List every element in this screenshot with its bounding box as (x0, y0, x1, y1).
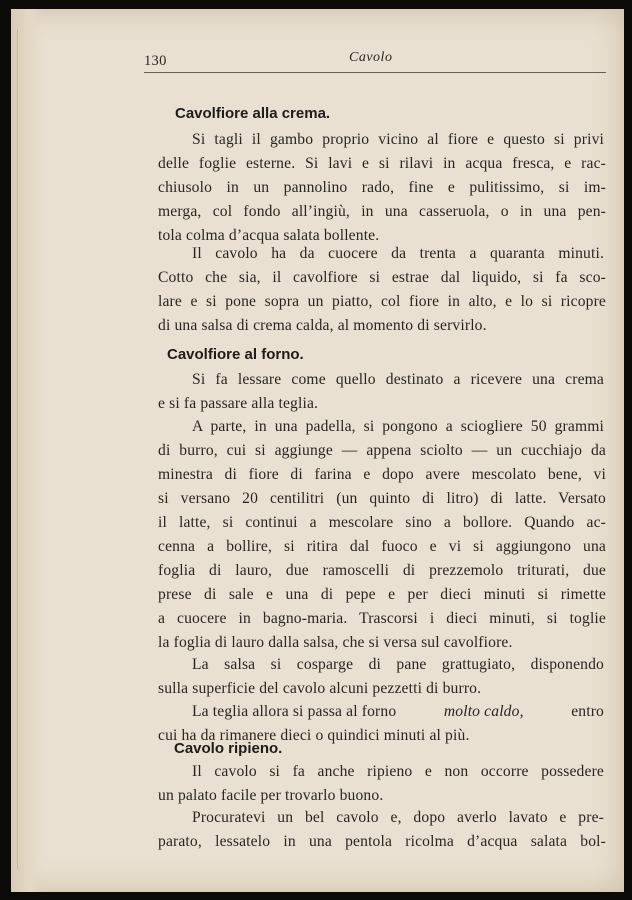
text-line: Si fa lessare come quello destinato a ricevere una crema (192, 371, 604, 388)
text-line: A parte, in una padella, si pongono a sciogliere 50 grammi (192, 418, 604, 435)
text-line: di burro, cui si aggiunge — appena sciolto — un cucchiajo da (158, 442, 606, 459)
text-line: di una salsa di crema calda, al momento di servirlo. (158, 317, 487, 334)
text-line: delle foglie esterne. Si lavi e si rilavi in acqua fresca, e rac- (158, 155, 606, 172)
text-line: tola colma d’acqua salata bollente. (158, 227, 380, 244)
text-line: minestra di fiore di farina e dopo avere mescolato bene, vi (158, 466, 606, 483)
section-heading-cavolfiore-al-forno: Cavolfiore al forno. (167, 346, 304, 363)
text-line: a cuocere in bagno-maria. Trascorsi i dieci minuti, si toglie (158, 610, 606, 627)
page-gutter (11, 9, 43, 892)
text-fragment: La teglia allora si passa al forno (192, 703, 397, 720)
text-line: Si tagli il gambo proprio vicino al fiore e questo si privi (192, 131, 604, 148)
text-line: foglia di lauro, due ramoscelli di prezzemolo triturati, due (158, 562, 606, 579)
text-line: Procuratevi un bel cavolo e, dopo averlo lavato e pre- (192, 809, 604, 826)
text-line: chiusolo in un pannolino rado, fine e pulitissimo, si im- (158, 179, 606, 196)
text-line (192, 700, 604, 724)
text-line: Cotto che sia, il cavolfiore si estrae dal liquido, si fa sco- (158, 269, 606, 286)
text-line: cenna a bollire, si ritira dal fuoco e vi si aggiungono una (158, 538, 606, 555)
text-line: il latte, si continui a mescolare sino a bollore. Quando ac- (158, 514, 606, 531)
text-fragment: entro (571, 703, 604, 720)
text-line: La salsa si cosparge di pane grattugiato, disponendo (192, 656, 604, 673)
text-line: un palato facile per trovarlo buono. (158, 787, 384, 804)
header-rule (144, 72, 606, 73)
text-line: e si fa passare alla teglia. (158, 395, 319, 412)
italic-phrase: molto caldo, (443, 703, 524, 720)
text-line: Il cavolo si fa anche ripieno e non occorre possedere (192, 763, 604, 780)
text-line: sulla superficie del cavolo alcuni pezzetti di burro. (158, 680, 482, 697)
text-line: parato, lessatelo in una pentola ricolma d’acqua salata bol- (158, 833, 606, 850)
page-number: 130 (144, 53, 167, 69)
spine-shadow (17, 29, 18, 869)
running-header (144, 50, 614, 72)
section-heading-cavolo-ripieno: Cavolo ripieno. (174, 740, 283, 757)
text-line: prese di sale e una di pepe e per dieci minuti si rimette (158, 586, 606, 603)
text-line: si versano 20 centilitri (un quinto di litro) di latte. Versato (158, 490, 606, 507)
book-page (11, 9, 624, 892)
running-title: Cavolo (349, 50, 393, 65)
section-heading-cavolfiore-alla-crema: Cavolfiore alla crema. (175, 105, 331, 122)
text-line: cui ha da rimanere dieci o quindici minuti al più. (158, 727, 470, 744)
text-line: merga, col fondo all’ingiù, in una casseruola, o in una pen- (158, 203, 606, 220)
text-line: Il cavolo ha da cuocere da trenta a quaranta minuti. (192, 245, 604, 262)
text-line: la foglia di lauro dalla salsa, che si versa sul cavolfiore. (158, 634, 513, 651)
text-line: lare e si pone sopra un piatto, col fiore in alto, e lo si ricopre (158, 293, 606, 310)
